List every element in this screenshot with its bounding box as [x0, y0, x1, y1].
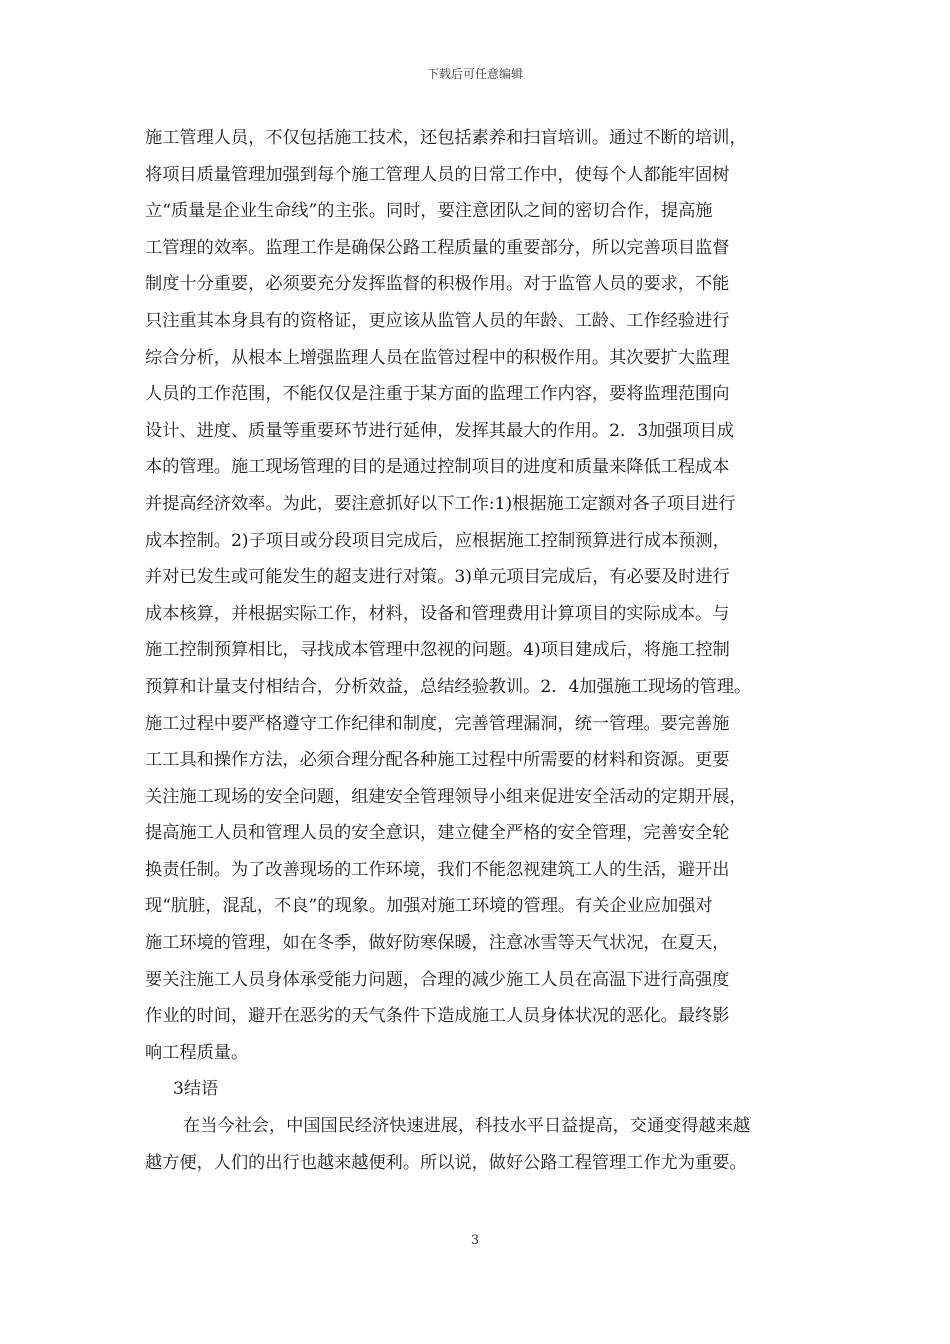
text-line: 响工程质量。: [145, 1042, 249, 1063]
text-line: 只注重其本身具有的资格证，更应该从监管人员的年龄、工龄、工作经验进行: [145, 310, 730, 331]
text-line: 现“肮脏，混乱，不良”的现象。加强对施工环境的管理。有关企业应加强对: [145, 896, 713, 917]
text-line: 施工管理人员，不仅包括施工技术，还包括素养和扫盲培训。通过不断的培训，: [145, 128, 747, 148]
text-line: 施工环境的管理，如在冬季，做好防寒保暖，注意冰雪等天气状况，在夏天，: [145, 933, 730, 954]
text-line: 预算和计量支付相结合，分析效益，总结经验教训。2．4加强施工现场的管理。: [145, 676, 752, 697]
text-line: 成本核算，并根据实际工作，材料，设备和管理费用计算项目的实际成本。与: [145, 603, 730, 624]
text-line: 换责任制。为了改善现场的工作环境，我们不能忽视建筑工人的生活，避开出: [145, 859, 730, 880]
page-header: 下载后可任意编辑: [426, 67, 523, 81]
text-line: 施工过程中要严格遵守工作纪律和制度，完善管理漏洞，统一管理。要完善施: [145, 713, 730, 734]
text-line: 综合分析，从根本上增强监理人员在监管过程中的积极作用。其次要扩大监理: [145, 347, 730, 368]
text-line: 作业的时间，避开在恶劣的天气条件下造成施工人员身体状况的恶化。最终影: [145, 1006, 730, 1027]
text-line: 立“质量是企业生命线”的主张。同时，要注意团队之间的密切合作，提高施: [145, 201, 713, 222]
text-line: 在当今社会，中国国民经济快速进展，科技水平日益提高，交通变得越来越: [183, 1116, 751, 1137]
text-line: 将项目质量管理加强到每个施工管理人员的日常工作中，使每个人都能牢固树: [145, 164, 730, 185]
text-line: 工管理的效率。监理工作是确保公路工程质量的重要部分，所以完善项目监督: [145, 237, 730, 258]
text-line: 越方便，人们的出行也越来越便利。所以说，做好公路工程管理工作尤为重要。: [145, 1152, 747, 1173]
document-body: [145, 120, 825, 1181]
text-line: 人员的工作范围，不能仅仅是注重于某方面的监理工作内容，要将监理范围向: [145, 384, 730, 405]
text-line: 本的管理。施工现场管理的目的是通过控制项目的进度和质量来降低工程成本: [145, 457, 730, 478]
page-number: 3: [470, 1233, 480, 1248]
text-line: 并提高经济效率。为此，要注意抓好以下工作:1)根据施工定额对各子项目进行: [145, 493, 736, 514]
text-line: 成本控制。2)子项目或分段项目完成后，应根据施工控制预算进行成本预测，: [145, 530, 730, 551]
text-line: 并对已发生或可能发生的超支进行对策。3)单元项目完成后，有必要及时进行: [145, 567, 730, 588]
text-line: 制度十分重要，必须要充分发挥监督的积极作用。对于监管人员的要求，不能: [145, 274, 730, 295]
text-line: 提高施工人员和管理人员的安全意识，建立健全严格的安全管理，完善安全轮: [145, 823, 730, 844]
text-line: 工工具和操作方法，必须合理分配各种施工过程中所需要的材料和资源。更要: [145, 750, 730, 771]
text-line: 关注施工现场的安全问题，组建安全管理领导小组来促进安全活动的定期开展，: [145, 786, 747, 807]
text-line: 要关注施工人员身体承受能力问题，合理的减少施工人员在高温下进行高强度: [145, 969, 730, 990]
section-heading: 3结语: [173, 1079, 219, 1100]
text-line: 施工控制预算相比，寻找成本管理中忽视的问题。4)项目建成后，将施工控制: [145, 640, 730, 661]
text-line: 设计、进度、质量等重要环节进行延伸，发挥其最大的作用。2．3加强项目成: [145, 420, 735, 441]
